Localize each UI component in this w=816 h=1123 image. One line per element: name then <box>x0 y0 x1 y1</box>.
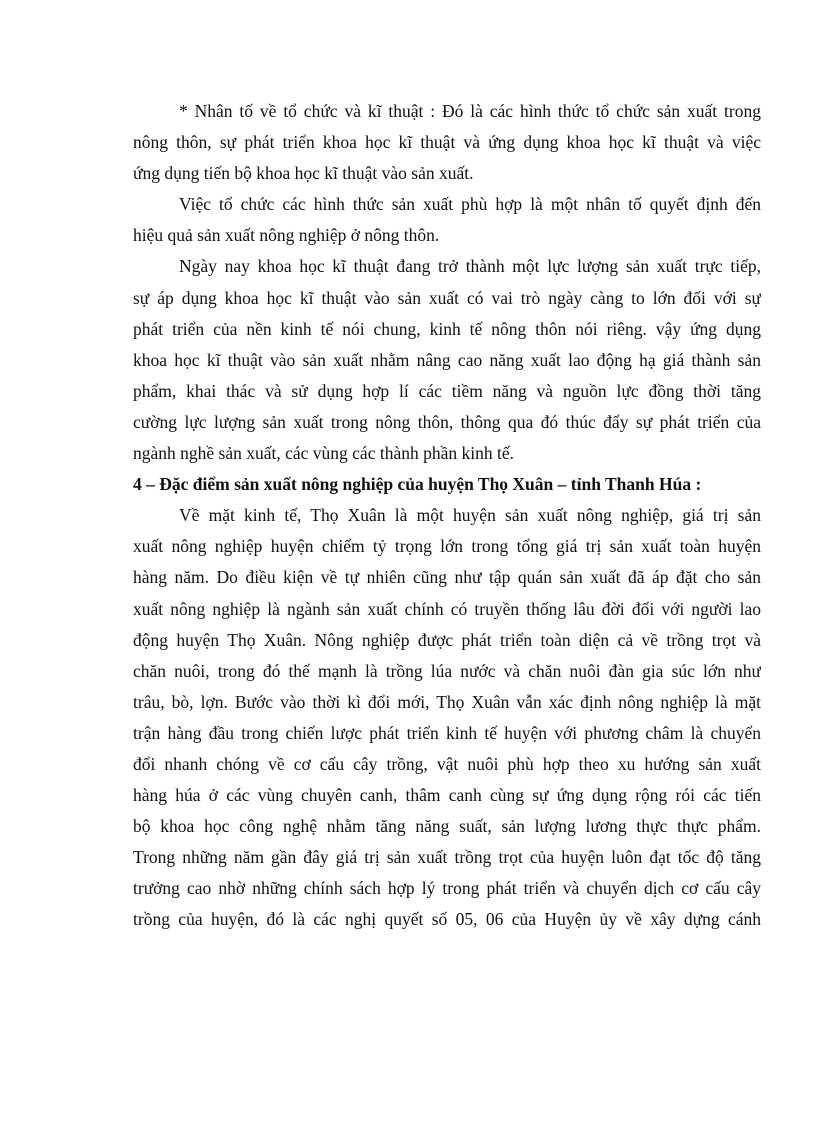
text-line: phẩm, khai thác và sử dụng hợp lí các tiềm năng và nguồn lực đồng thời tăng <box>133 380 761 401</box>
text-line: chăn nuôi, trong đó thế mạnh là trồng lúa nước và chăn nuôi đàn gia súc lớn như <box>133 660 761 681</box>
text-line: sự áp dụng khoa học kĩ thuật vào sản xuất có vai trò ngày càng to lớn đối với sự <box>133 287 761 308</box>
text-line: cường lực lượng sản xuất trong nông thôn, thông qua đó thúc đẩy sự phát triển của <box>133 411 761 432</box>
text-line: trâu, bò, lợn. Bước vào thời kì đổi mới, Thọ Xuân vẫn xác định nông nghiệp là mặt <box>133 691 761 712</box>
text-line: trồng của huyện, đó là các nghị quyết số 05, 06 của Huyện ủy về xây dựng cánh <box>133 909 761 930</box>
text-line: Về mặt kinh tế, Thọ Xuân là một huyện sản xuất nông nghiệp, giá trị sản <box>179 505 761 526</box>
text-line: phát triển của nền kinh tế nói chung, kinh tế nông thôn nói riêng. vậy ứng dụng <box>133 318 761 339</box>
text-line: bộ khoa học công nghệ nhằm tăng năng suất, sản lượng lương thực thực phẩm. <box>133 816 761 837</box>
text-line: * Nhân tố về tổ chức và kĩ thuật : Đó là các hình thức tổ chức sản xuất trong <box>179 101 761 121</box>
text-line: Ngày nay khoa học kĩ thuật đang trở thành một lực lượng sản xuất trực tiếp, <box>179 256 761 277</box>
document-body <box>133 96 761 936</box>
text-line: đổi nhanh chóng về cơ cấu cây trồng, vật nuôi phù hợp theo xu hướng sản xuất <box>133 753 761 774</box>
text-line: động huyện Thọ Xuân. Nông nghiệp được phát triển toàn diện cả về trồng trọt và <box>133 629 761 650</box>
text-line: nông thôn, sự phát triển khoa học kĩ thuật và ứng dụng khoa học kĩ thuật và việc <box>133 132 761 153</box>
text-line: xuất nông nghiệp huyện chiếm tỷ trọng lớn trong tổng giá trị sản xuất toàn huyện <box>133 536 761 557</box>
text-line: hàng húa ở các vùng chuyên canh, thâm canh cùng sự ứng dụng rộng rói các tiến <box>133 785 761 806</box>
text-line: Việc tổ chức các hình thức sản xuất phù hợp là một nhân tố quyết định đến <box>179 194 761 215</box>
text-line: trưởng cao nhờ những chính sách hợp lý trong phát triển và chuyển dịch cơ cấu cây <box>133 878 761 899</box>
text-line: hiệu quả sản xuất nông nghiệp ở nông thôn. <box>133 225 440 246</box>
paragraph-technical-factors <box>133 96 761 189</box>
paragraph-science-technology <box>133 251 761 469</box>
text-line: hàng năm. Do điều kiện về tự nhiên cũng như tập quán sản xuất đã áp đặt cho sản <box>133 567 761 588</box>
paragraph-organization <box>133 189 761 251</box>
text-line: xuất nông nghiệp là ngành sản xuất chính có truyền thống lâu đời đối với người lao <box>133 598 761 619</box>
paragraph-economy <box>133 500 761 935</box>
text-line: Trong những năm gần đây giá trị sản xuất trồng trọt của huyện luôn đạt tốc độ tăng <box>133 847 761 868</box>
text-line: trận hàng đầu trong chiến lược phát triển kinh tế huyện với phương châm là chuyển <box>133 722 761 743</box>
text-line: khoa học kĩ thuật vào sản xuất nhằm nâng cao năng xuất lao động hạ giá thành sản <box>133 349 761 370</box>
text-line: ngành nghề sản xuất, các vùng các thành phần kinh tế. <box>133 443 514 464</box>
text-line: ứng dụng tiến bộ khoa học kĩ thuật vào sản xuất. <box>133 163 474 184</box>
section-heading: 4 – Đặc điểm sản xuất nông nghiệp của huyện Thọ Xuân – tỉnh Thanh Húa : <box>133 474 702 495</box>
